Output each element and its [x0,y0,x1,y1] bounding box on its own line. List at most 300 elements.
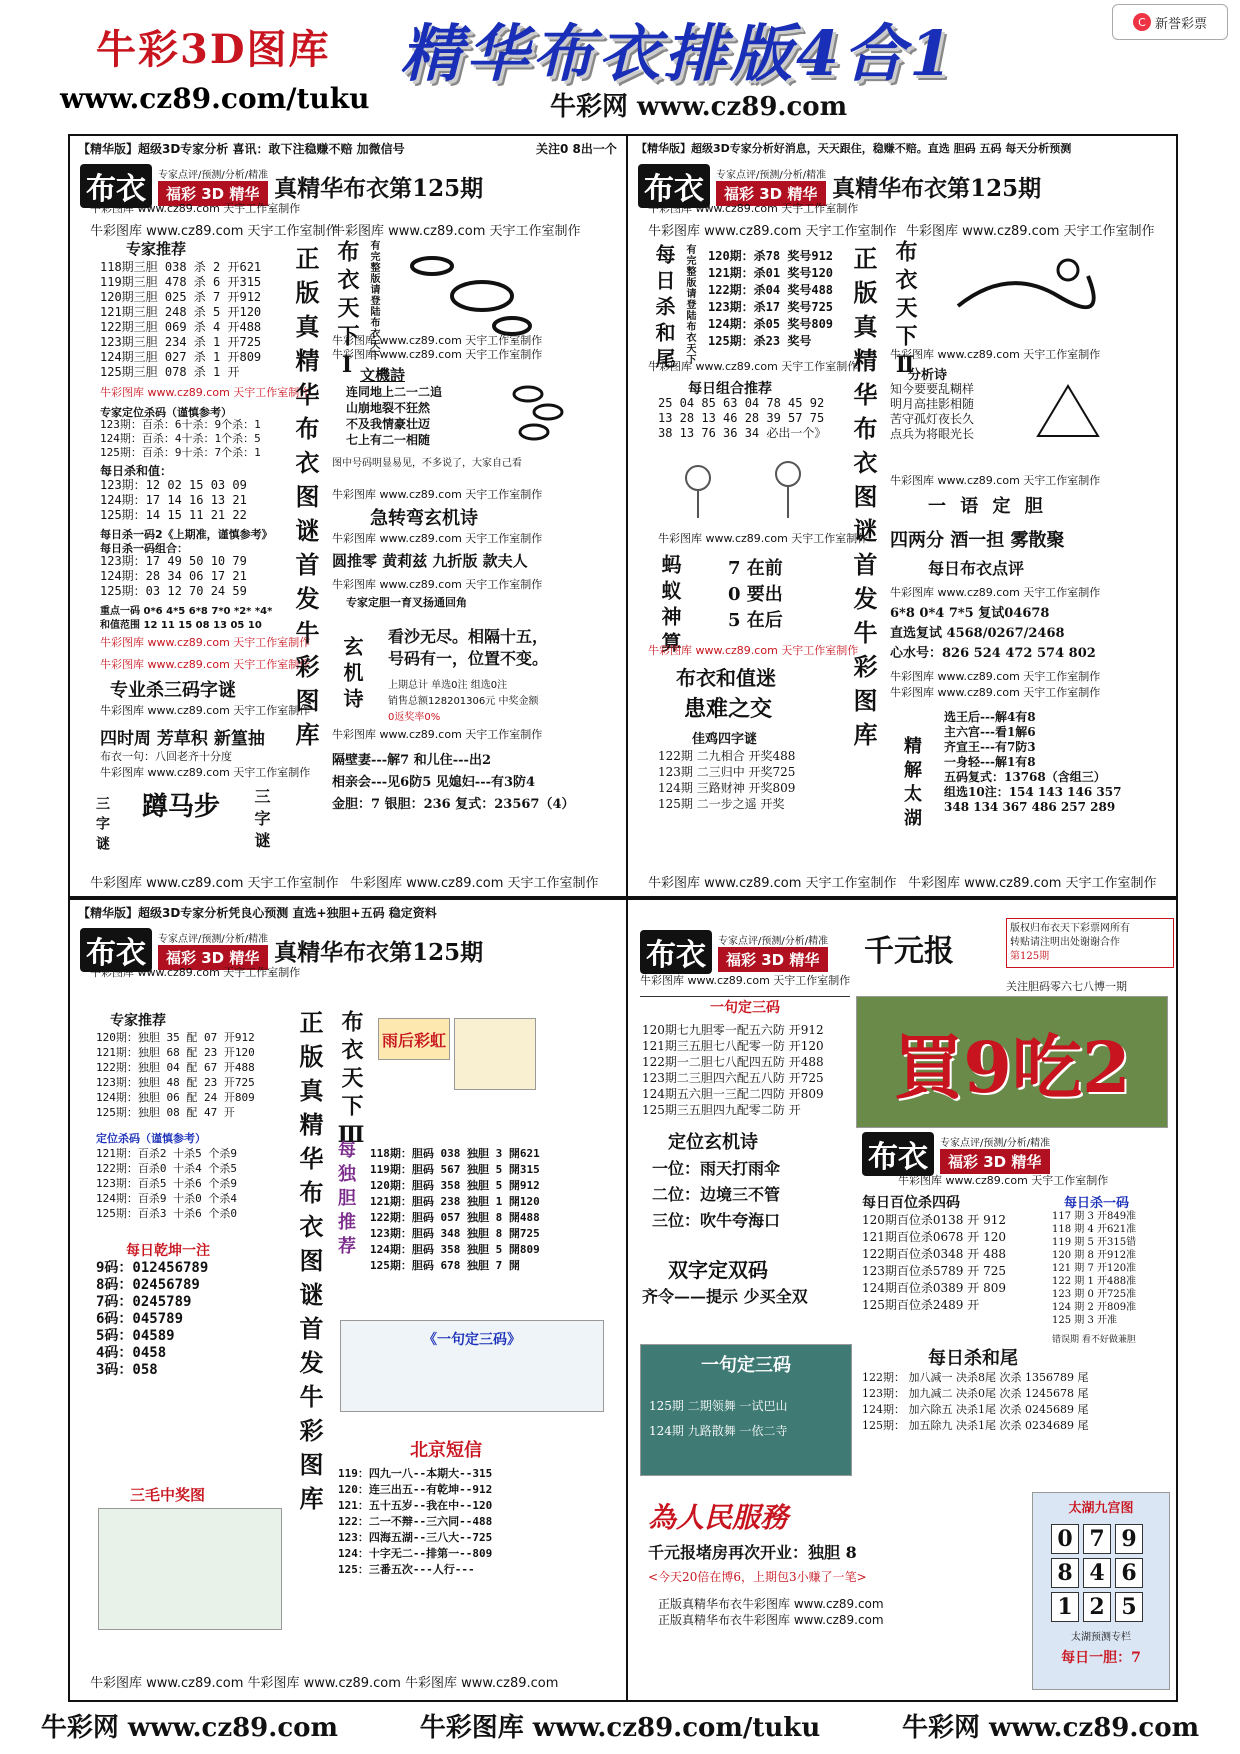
q4-brand-bu-top: 布衣 [640,930,712,974]
q2-credit3: 牛彩图库 www.cz89.com 天宇工作室制作 [906,224,1155,239]
list-item: 不及我情豪壮迈 [346,417,431,431]
q4-kill1-note: 错误期 看不好做兼胆 [1052,1335,1136,1345]
list-item: 348 134 367 486 257 289 [944,800,1116,814]
q1-sale-line: 销售总额128201306元 中奖金额 [388,696,539,707]
q1-expert-title: 专家推荐 [126,240,187,258]
q1-credit-red2: 牛彩图库 www.cz89.com 天宇工作室制作 [100,636,311,649]
list-item: 121期百位杀0678 开 120 [862,1230,1006,1244]
list-item: 明月高挂影相随 [890,397,975,411]
q1-credit6: 牛彩图库 www.cz89.com 天宇工作室制作 [332,334,543,347]
list-item: 点兵为将眼光长 [890,427,975,441]
list-item: 124 期 2 开809准 [1052,1302,1137,1313]
q2-credit4: 牛彩图库 www.cz89.com 天宇工作室制作 [648,360,859,373]
q1-credit8: 牛彩图库 www.cz89.com 天宇工作室制作 [332,488,543,501]
list-item: 25 04 85 63 04 78 45 92 [658,396,825,410]
list-item: 五码复式：13768（含组三） [944,770,1106,784]
q4-double-title: 双字定双码 [668,1258,768,1282]
logo-icon: C [1133,13,1151,31]
q1-turn-title: 急转弯玄机诗 [370,508,478,529]
q4-nine-title: 太湖九宫图 [1068,1501,1134,1516]
q3-brand-bu: 布衣 [80,928,152,972]
left-title: 牛彩3D图库 [96,26,331,73]
list-item: 看沙无尽。相隔十五， [388,627,549,646]
q1-chain-image [508,376,578,446]
q1-credit-bottom-left: 牛彩图库 www.cz89.com 天宇工作室制作 [90,876,339,891]
list-item: 8码：02456789 [96,1277,200,1293]
q1-poem-lines [346,384,442,448]
q1-credit: 牛彩图库 www.cz89.com 天宇工作室制作 [90,202,301,215]
q4-brand-box: 福彩 3D 精华 [940,1149,1050,1174]
q2-credit-bottom-left: 牛彩图库 www.cz89.com 天宇工作室制作 [648,876,897,891]
q3-yiju-box [340,1320,604,1412]
list-item: 121 期 7 开120准 [1052,1263,1137,1274]
q2-review-lines [890,604,1096,664]
list-item: 0 要出 [728,584,783,605]
q3-duodan-list [370,1146,540,1274]
list-item: 124：十字无二--排第一--809 [338,1547,493,1560]
q2-one-title: 一 语 定 胆 [928,496,1047,517]
q4-reopen-sub: <今天20倍在博6，上期包3小赚了一笔> [648,1570,867,1584]
q2-one-line: 四两分 酒一担 雾散聚 [890,530,1065,551]
list-item: 120：连三出五--有乾坤--912 [338,1483,493,1496]
q4-banner [1006,918,1174,968]
q1-three-word-right: 三字谜 [252,788,271,854]
grid-cell: 0 [1051,1524,1079,1554]
q1-credit7: 牛彩图库 www.cz89.com 天宇工作室制作 [332,348,543,361]
list-item: 125 期 3 开准 [1052,1315,1117,1326]
list-item: 124期：独胆 06 配 24 开809 [96,1091,255,1104]
list-item: 121期三五胆七八配零一防 开120 [642,1039,824,1053]
q4-qianyuan: 千元报 [864,934,954,969]
q3-expert-list [96,1030,255,1120]
list-item: 119：四九一八--本期大--315 [338,1467,493,1480]
q2-credit7: 牛彩图库 www.cz89.com 天宇工作室制作 [890,474,1101,487]
q4-buy-image [856,996,1168,1128]
list-item: 124期百位杀0389 开 809 [862,1281,1006,1295]
q1-credit9: 牛彩图库 www.cz89.com 天宇工作室制作 [332,532,543,545]
q2-credit: 牛彩图库 www.cz89.com 天宇工作室制作 [648,202,859,215]
q1-credit-red3: 牛彩图库 www.cz89.com 天宇工作室制作 [100,658,311,671]
list-item: 123期：胆码 348 独胆 8 開725 [370,1227,540,1240]
list-item: 4码：0458 [96,1345,167,1361]
q1-kill-title: 每日杀一码组合： [100,542,188,555]
q2-analysis-lines [890,382,974,442]
list-item: 123期 二三归中 开奖725 [658,765,796,779]
main-title: 精华布衣排版4合1 [400,17,957,90]
q3-title: 真精华布衣第125期 [274,938,484,966]
q2-credit9: 牛彩图库 www.cz89.com 天宇工作室制作 [890,670,1101,683]
q2-tx-vert: 布衣天下Ⅱ [892,240,918,384]
grid-cell: 9 [1115,1524,1143,1554]
q4-banner-line2: 转贴请注明出处谢谢合作 [1010,937,1120,948]
q3-pos-list [96,1146,237,1221]
list-item: 号码有一，位置不变。 [388,649,549,668]
list-item: 选王后---解4有8 [944,710,1036,724]
q1-daily-list [100,478,247,523]
q3-yiju-title: 《一句定三码》 [423,1332,521,1348]
q1-xuanji-lines [388,626,548,670]
list-item: 一位：雨天打雨伞 [652,1159,781,1178]
q2-ant-vert: 蚂蚁神算 [658,554,682,658]
list-item: 主六宫---看1解6 [944,725,1036,739]
list-item: 122 期 1 开488准 [1052,1276,1137,1287]
q4-brand-sub: 专家点评/预测/分析/精准 [940,1138,1051,1149]
q4-yiju-title: 一句定三码 [710,1000,780,1016]
list-item: 124期五六胆一三配二四防 开809 [642,1087,824,1101]
q1-top-line: 【精华版】超级3D专家分析 喜讯：敢下注稳赚不赔 加微信号 [78,142,405,156]
q4-brand [862,1132,1050,1176]
q1-credit3: 牛彩图库 www.cz89.com 天宇工作室制作 [332,224,581,239]
list-item: 125期：胆码 678 独胆 7 開 [370,1259,520,1272]
q3-expert-title: 专家推荐 [110,1013,166,1029]
q2-credit-bottom-right: 牛彩图库 www.cz89.com 天宇工作室制作 [908,876,1157,891]
list-item: 122：二一不辩--三六同--488 [338,1515,493,1528]
list-item: 124期：百杀：4十杀：1个杀：5 [100,432,261,445]
list-item: 一身轻---解1有8 [944,755,1036,769]
q4-sanma-box [640,1344,852,1476]
list-item: 122期 二九相合 开奖488 [658,749,796,763]
q2-figures-image [658,448,838,528]
q1-credit11: 牛彩图库 www.cz89.com 天宇工作室制作 [332,728,543,741]
list-item: 123期二三胆四六配五八防 开725 [642,1071,824,1085]
q4-banner-line4: 关注胆码零六七八博一期 [1006,980,1127,993]
q3-brand-box: 福彩 3D 精华 [158,945,268,970]
q1-credit10: 牛彩图库 www.cz89.com 天宇工作室制作 [332,578,543,591]
corner-logo-text: 新誉彩票 [1154,16,1207,32]
q2-jiang-list [658,748,795,812]
list-item: 125期：百杀3 十杀6 个杀0 [96,1207,237,1220]
q2-center-vert: 正版真精华布衣图谜首发牛彩图库 [849,246,878,756]
list-item: 125：三番五次---人行--- [338,1563,475,1576]
list-item: 齐宣王---有7防3 [944,740,1036,754]
q2-title: 真精华布衣第125期 [832,174,1042,202]
list-item: 125期： 加五除九 决杀1尾 次杀 0234689 尾 [862,1419,1089,1432]
q3-rain-badge [378,1018,450,1060]
q2-credit10: 牛彩图库 www.cz89.com 天宇工作室制作 [890,686,1101,699]
q4-brand-top [640,930,828,974]
q2-top-line: 【精华版】超级3D专家分析好消息，天天跟住，稳赚不赔。直选 胆码 五码 每天分析预测 [636,142,1072,155]
q4-banner-line3: 第125期 [1010,951,1050,962]
list-item: 120期七九胆零一配五六防 开912 [642,1023,824,1037]
list-item: 120期：胆码 358 独胆 5 開912 [370,1179,540,1192]
list-item: 连同地上二一二追 [346,385,443,399]
q4-sanma-right: 124期 九路散舞 一依二寺 [649,1424,788,1438]
q3-sanmao-image [98,1508,282,1630]
list-item: 7 在前 [728,558,783,579]
q1-top-right: 关注0 8出一个 [536,142,617,156]
list-item: 122期：独胆 04 配 67 开488 [96,1061,255,1074]
list-item: 9码：012456789 [96,1260,209,1276]
list-item: 125期：14 15 11 21 22 [100,508,247,522]
corner-logo [1112,4,1228,40]
q2-daily-vert: 每日杀和尾 [652,244,676,374]
list-item: 120期：独胆 35 配 07 开912 [96,1031,255,1044]
q1-riddle-line: 四时周 芳草积 新篁抽 [100,729,265,749]
list-item: 118期：胆码 038 独胆 3 開621 [370,1147,540,1160]
panel-q4 [626,898,1178,1702]
list-item: 组选10注：154 143 146 357 [944,785,1122,799]
q4-banner-line1: 版权归布衣天下彩票网所有 [1010,923,1130,934]
q4-bai-title: 每日百位杀四码 [862,1195,960,1211]
q3-center-vert: 正版真精华布衣图谜首发牛彩图库 [295,1010,324,1520]
q1-return-line: 0返奖率0% [388,712,441,723]
q1-poem-title: 文機詩 [360,366,406,384]
q3-tx-vert: 布衣天下Ⅲ [338,1010,364,1154]
list-item: 122期：百杀0 十杀4 个杀5 [96,1162,237,1175]
list-item: 121期：独胆 68 配 23 开120 [96,1046,255,1059]
q1-riddle-big: 蹲马步 [142,792,221,822]
q4-hewei-title: 每日杀和尾 [928,1348,1018,1369]
q2-doodle-image [948,246,1098,336]
list-item: 正版真精华布衣牛彩图库 www.cz89.com [658,1597,884,1611]
list-item: 125期三胆 078 杀 1 开 [100,365,240,379]
q2-analysis-title: 分析诗 [908,368,948,383]
q2-ant-lines [728,556,783,634]
list-item: 123 期 0 开725准 [1052,1289,1137,1300]
list-item: 5码：04589 [96,1328,175,1344]
q1-expert-list [100,260,261,380]
q4-nine-box [1032,1492,1170,1690]
q2-jingjie-lines [944,710,1121,815]
left-url[interactable]: www.cz89.com/tuku [60,82,370,115]
q4-brand-sub-top: 专家点评/预测/分析/精准 [718,936,829,947]
q4-hewei-list [862,1370,1088,1434]
list-item: 三位：吹牛夸海口 [652,1211,781,1230]
q3-brand-sub: 专家点评/预测/分析/精准 [158,934,269,945]
q1-center-vert: 正版真精华布衣图谜首发牛彩图库 [291,246,320,756]
list-item: 123期百位杀5789 开 725 [862,1264,1006,1278]
q1-kill-list [100,554,247,599]
list-item: 121期：杀01 奖号120 [708,266,834,280]
q2-kill-list [708,248,833,350]
grid-cell: 8 [1051,1558,1079,1588]
list-item: 122期： 加八减一 决杀8尾 次杀 1356789 尾 [862,1371,1089,1384]
list-item: 124期：百杀9 十杀0 个杀4 [96,1192,237,1205]
q3-qian-title: 每日乾坤一注 [126,1243,210,1259]
q1-riddle-title: 专业杀三码字谜 [110,680,236,701]
list-item: 123期三胆 234 杀 1 开725 [100,335,262,349]
grid-cell: 1 [1051,1592,1079,1622]
q3-credit: 牛彩图库 www.cz89.com 天宇工作室制作 [90,966,301,979]
q4-buy-text: 買9吃2 [893,1025,1131,1109]
q2-sketch-image [1028,376,1108,446]
list-item: 121期：胆码 238 独胆 1 開120 [370,1195,540,1208]
mid-url[interactable]: 牛彩网 www.cz89.com [550,92,848,122]
list-item: 123期：百杀5 十杀6 个杀9 [96,1177,237,1190]
list-item: 124期：17 14 16 13 21 [100,493,247,507]
list-item: 124期：杀05 奖号809 [708,317,834,331]
q1-credit-red: 牛彩图库 www.cz89.com 天宇工作室制作 [100,386,311,399]
q1-doodle-image [392,246,542,336]
list-item: 直选复试 4568/0267/2468 [890,626,1065,641]
q2-credit2: 牛彩图库 www.cz89.com 天宇工作室制作 [648,224,897,239]
q1-xuanji-vert: 玄机诗 [340,636,364,714]
list-item: 124期：28 34 06 17 21 [100,569,247,583]
list-item: 苦守孤灯夜长久 [890,412,975,426]
list-item: 123期：百杀：6十杀：9个杀：1 [100,418,261,431]
q2-credit6: 牛彩图库 www.cz89.com 天宇工作室制作 [890,348,1101,361]
q1-brand-sub: 专家点评/预测/分析/精准 [158,170,269,181]
list-item: 125期百位杀2489 开 [862,1298,980,1312]
q2-jingjie-vert: 精解太湖 [901,736,922,832]
q4-nine-grid [1051,1524,1169,1622]
list-item: 122期百位杀0348 开 488 [862,1247,1006,1261]
q1-brand-bu: 布衣 [80,164,152,208]
q2-brand-sub: 专家点评/预测/分析/精准 [716,170,827,181]
q2-value-big: 患难之交 [684,696,773,722]
list-item: 125期：百杀：9十杀：7个杀：1 [100,446,261,459]
list-item: 隔壁妻---解7 和儿住---出2 [332,753,491,768]
q1-credit5: 牛彩图库 www.cz89.com 天宇工作室制作 [100,766,311,779]
q2-combo-title: 每日组合推荐 [688,381,772,397]
q4-bai-list [862,1212,1006,1314]
grid-cell: 4 [1083,1558,1111,1588]
list-item: 120期：杀78 奖号912 [708,249,834,263]
q4-reopen: 千元报堵房再次开业：独胆 8 [648,1543,857,1562]
q3-top-line: 【精华版】超级3D专家分析凭良心预测 直选+独胆+五码 稳定资料 [78,906,437,920]
list-item: 7码：0245789 [96,1294,192,1310]
grid-cell: 7 [1083,1524,1111,1554]
list-item: 七上有二一相随 [346,433,431,447]
q4-credit2: 牛彩图库 www.cz89.com 天宇工作室制作 [898,1174,1109,1187]
list-item: 124期三胆 027 杀 1 开809 [100,350,262,364]
q2-brand-bu: 布衣 [638,164,710,208]
q4-footer-lines [658,1596,884,1628]
list-item: 6*8 0*4 7*5 复试04678 [890,606,1050,621]
q3-rain-text: 雨后彩虹 [381,1030,446,1050]
panel-q3 [68,898,628,1702]
q1-one-word: 专家定胆一育叉扬通回角 [346,596,467,609]
q4-kill1-title: 每日杀一码 [1064,1196,1130,1211]
q4-sanma-title: 一句定三码 [701,1355,791,1376]
q2-jiang-title: 佳鸡四字谜 [692,732,758,747]
q4-pos-list [652,1156,780,1234]
list-item: 122期：杀04 奖号488 [708,283,834,297]
q3-beijing-title: 北京短信 [410,1440,482,1461]
list-item: 123期：12 02 15 03 09 [100,478,247,492]
q1-poem-note: 图中号码明显易见，不多说了，大家自己看 [332,458,522,469]
q1-riddle-sub: 布衣一句：八回老齐十分度 [100,750,232,763]
q4-nine-note: 太湖预测专栏 [1071,1632,1131,1643]
q3-scroll-image [454,1018,536,1090]
list-item: 119期三胆 478 杀 6 开315 [100,275,262,289]
list-item: 124期 三路财神 开奖809 [658,781,796,795]
list-item: 123期：17 49 50 10 79 [100,554,247,568]
list-item: 120 期 8 开912准 [1052,1250,1137,1261]
q3-qian-list [96,1260,208,1379]
list-item: 3码：058 [96,1362,158,1378]
q1-pos-list [100,418,261,460]
list-item: 125期 二一步之遥 开奖 [658,797,785,811]
q1-brand-box: 福彩 3D 精华 [158,181,268,206]
list-item: 二位：边境三不管 [652,1185,781,1204]
list-item: 119期：胆码 567 独胆 5 開315 [370,1163,540,1176]
list-item: 心水号：826 524 472 574 802 [890,646,1096,661]
list-item: 121期三胆 248 杀 5 开120 [100,305,262,319]
list-item: 122期一二胆七八配四五防 开488 [642,1055,824,1069]
grid-cell: 6 [1115,1558,1143,1588]
list-item: 38 13 76 36 34 必出一个》 [658,426,827,440]
list-item: 123期： 加九减二 决杀0尾 次杀 1245678 尾 [862,1387,1089,1400]
q4-people: 為人民服務 [648,1501,789,1534]
q4-double-line: 齐令——提示 少买全双 [642,1287,808,1306]
list-item: 124期： 加六除五 决杀1尾 次杀 0245689 尾 [862,1403,1089,1416]
list-item: 125期：03 12 70 24 59 [100,584,247,598]
q1-tx-vert: 布衣天下Ⅰ [334,240,360,384]
list-item: 相亲会---见6防5 见媳妇---有3防4 [332,775,536,790]
q3-beijing-list [338,1466,492,1578]
list-item: 120期三胆 025 杀 7 开912 [100,290,262,304]
q2-daily-side: 有完整版请登陆布衣天下 [684,244,695,365]
q3-pos-title: 定位杀码（谨慎参考） [96,1132,206,1145]
list-item: 13 28 13 46 28 39 57 75 [658,411,825,425]
list-item: 125期：独胆 08 配 47 开 [96,1106,235,1119]
q2-combo-list [658,396,826,441]
q2-credit5: 牛彩图库 www.cz89.com 天宇工作室制作 [658,532,869,545]
q2-brand-box: 福彩 3D 精华 [716,181,826,206]
list-item: 118 期 4 开621准 [1052,1224,1137,1235]
q1-focus1: 重点一码 0*6 4*5 6*8 7*0 *2* *4* [100,606,273,617]
q1-credit4: 牛彩图库 www.cz89.com 天宇工作室制作 [100,704,311,717]
grid-cell: 5 [1115,1592,1143,1622]
panel-q2 [626,134,1178,898]
q4-kill1-list [1052,1210,1136,1327]
q1-daily-title: 每日杀和值： [100,464,173,478]
list-item: 金胆：7 银胆：236 复式：23567（4） [332,797,575,812]
list-item: 119 期 5 开315错 [1052,1237,1137,1248]
q1-turn-line: 圆推零 黄莉兹 九折版 款夫人 [332,552,528,570]
footer-right-link[interactable]: 牛彩网 www.cz89.com [901,1712,1200,1743]
q3-duodan-vert: 每独胆推荐 [335,1140,356,1260]
page-footer [0,1700,1240,1750]
list-item: 正版真精华布衣牛彩图库 www.cz89.com [658,1613,884,1627]
list-item: 5 在后 [728,610,783,631]
list-item: 125期三五胆四九配零二防 开 [642,1103,801,1117]
list-item: 122期三胆 069 杀 4 开488 [100,320,262,334]
q2-value-title: 布衣和值迷 [676,666,776,690]
q1-three-word-left: 三字谜 [94,796,110,856]
list-item: 124期：胆码 358 独胆 5 開809 [370,1243,540,1256]
q4-pos-title: 定位玄机诗 [668,1132,758,1153]
list-item: 123：四海五湖--三八大--725 [338,1531,493,1544]
list-item: 125期：杀23 奖号 [708,334,812,348]
q1-kill2: 每日杀一码2《上期准，谨慎参考》 [100,528,273,541]
list-item: 117 期 3 开849准 [1052,1211,1137,1222]
q4-yiju-list [642,1022,824,1118]
panel-q1 [68,134,628,898]
list-item: 123期：杀17 奖号725 [708,300,834,314]
list-item: 118期三胆 038 杀 2 开621 [100,260,262,274]
q3-footer-credit: 牛彩图库 www.cz89.com 牛彩图库 www.cz89.com 牛彩图库 www.cz89.com [90,1676,559,1691]
q1-tx-side: 有完整版请登陆布衣天下 [368,240,379,361]
q1-stat-line: 上期总计 单选0注 组选0注 [388,680,508,691]
footer-left-link[interactable]: 牛彩网 www.cz89.com [40,1712,339,1743]
q1-credit2: 牛彩图库 www.cz89.com 天宇工作室制作 [90,224,339,239]
q2-credit-red: 牛彩图库 www.cz89.com 天宇工作室制作 [648,644,859,657]
q4-brand-box-top: 福彩 3D 精华 [718,947,828,972]
q2-daily-review: 每日布衣点评 [928,559,1025,578]
list-item: 6码：045789 [96,1311,184,1327]
q1-pos-title: 专家定位杀码（谨慎参考） [100,406,232,419]
q1-end-lines [332,750,575,816]
grid-cell: 2 [1083,1592,1111,1622]
list-item: 123期：独胆 48 配 23 开725 [96,1076,255,1089]
list-item: 121：五十五岁--我在中--120 [338,1499,493,1512]
q3-sanmao-title: 三毛中奖图 [130,1486,206,1504]
q4-nine-bottom: 每日一胆：7 [1061,1650,1141,1666]
footer-mid-link[interactable]: 牛彩图库 www.cz89.com/tuku [419,1712,821,1743]
list-item: 121期：百杀2 十杀5 个杀9 [96,1147,237,1160]
